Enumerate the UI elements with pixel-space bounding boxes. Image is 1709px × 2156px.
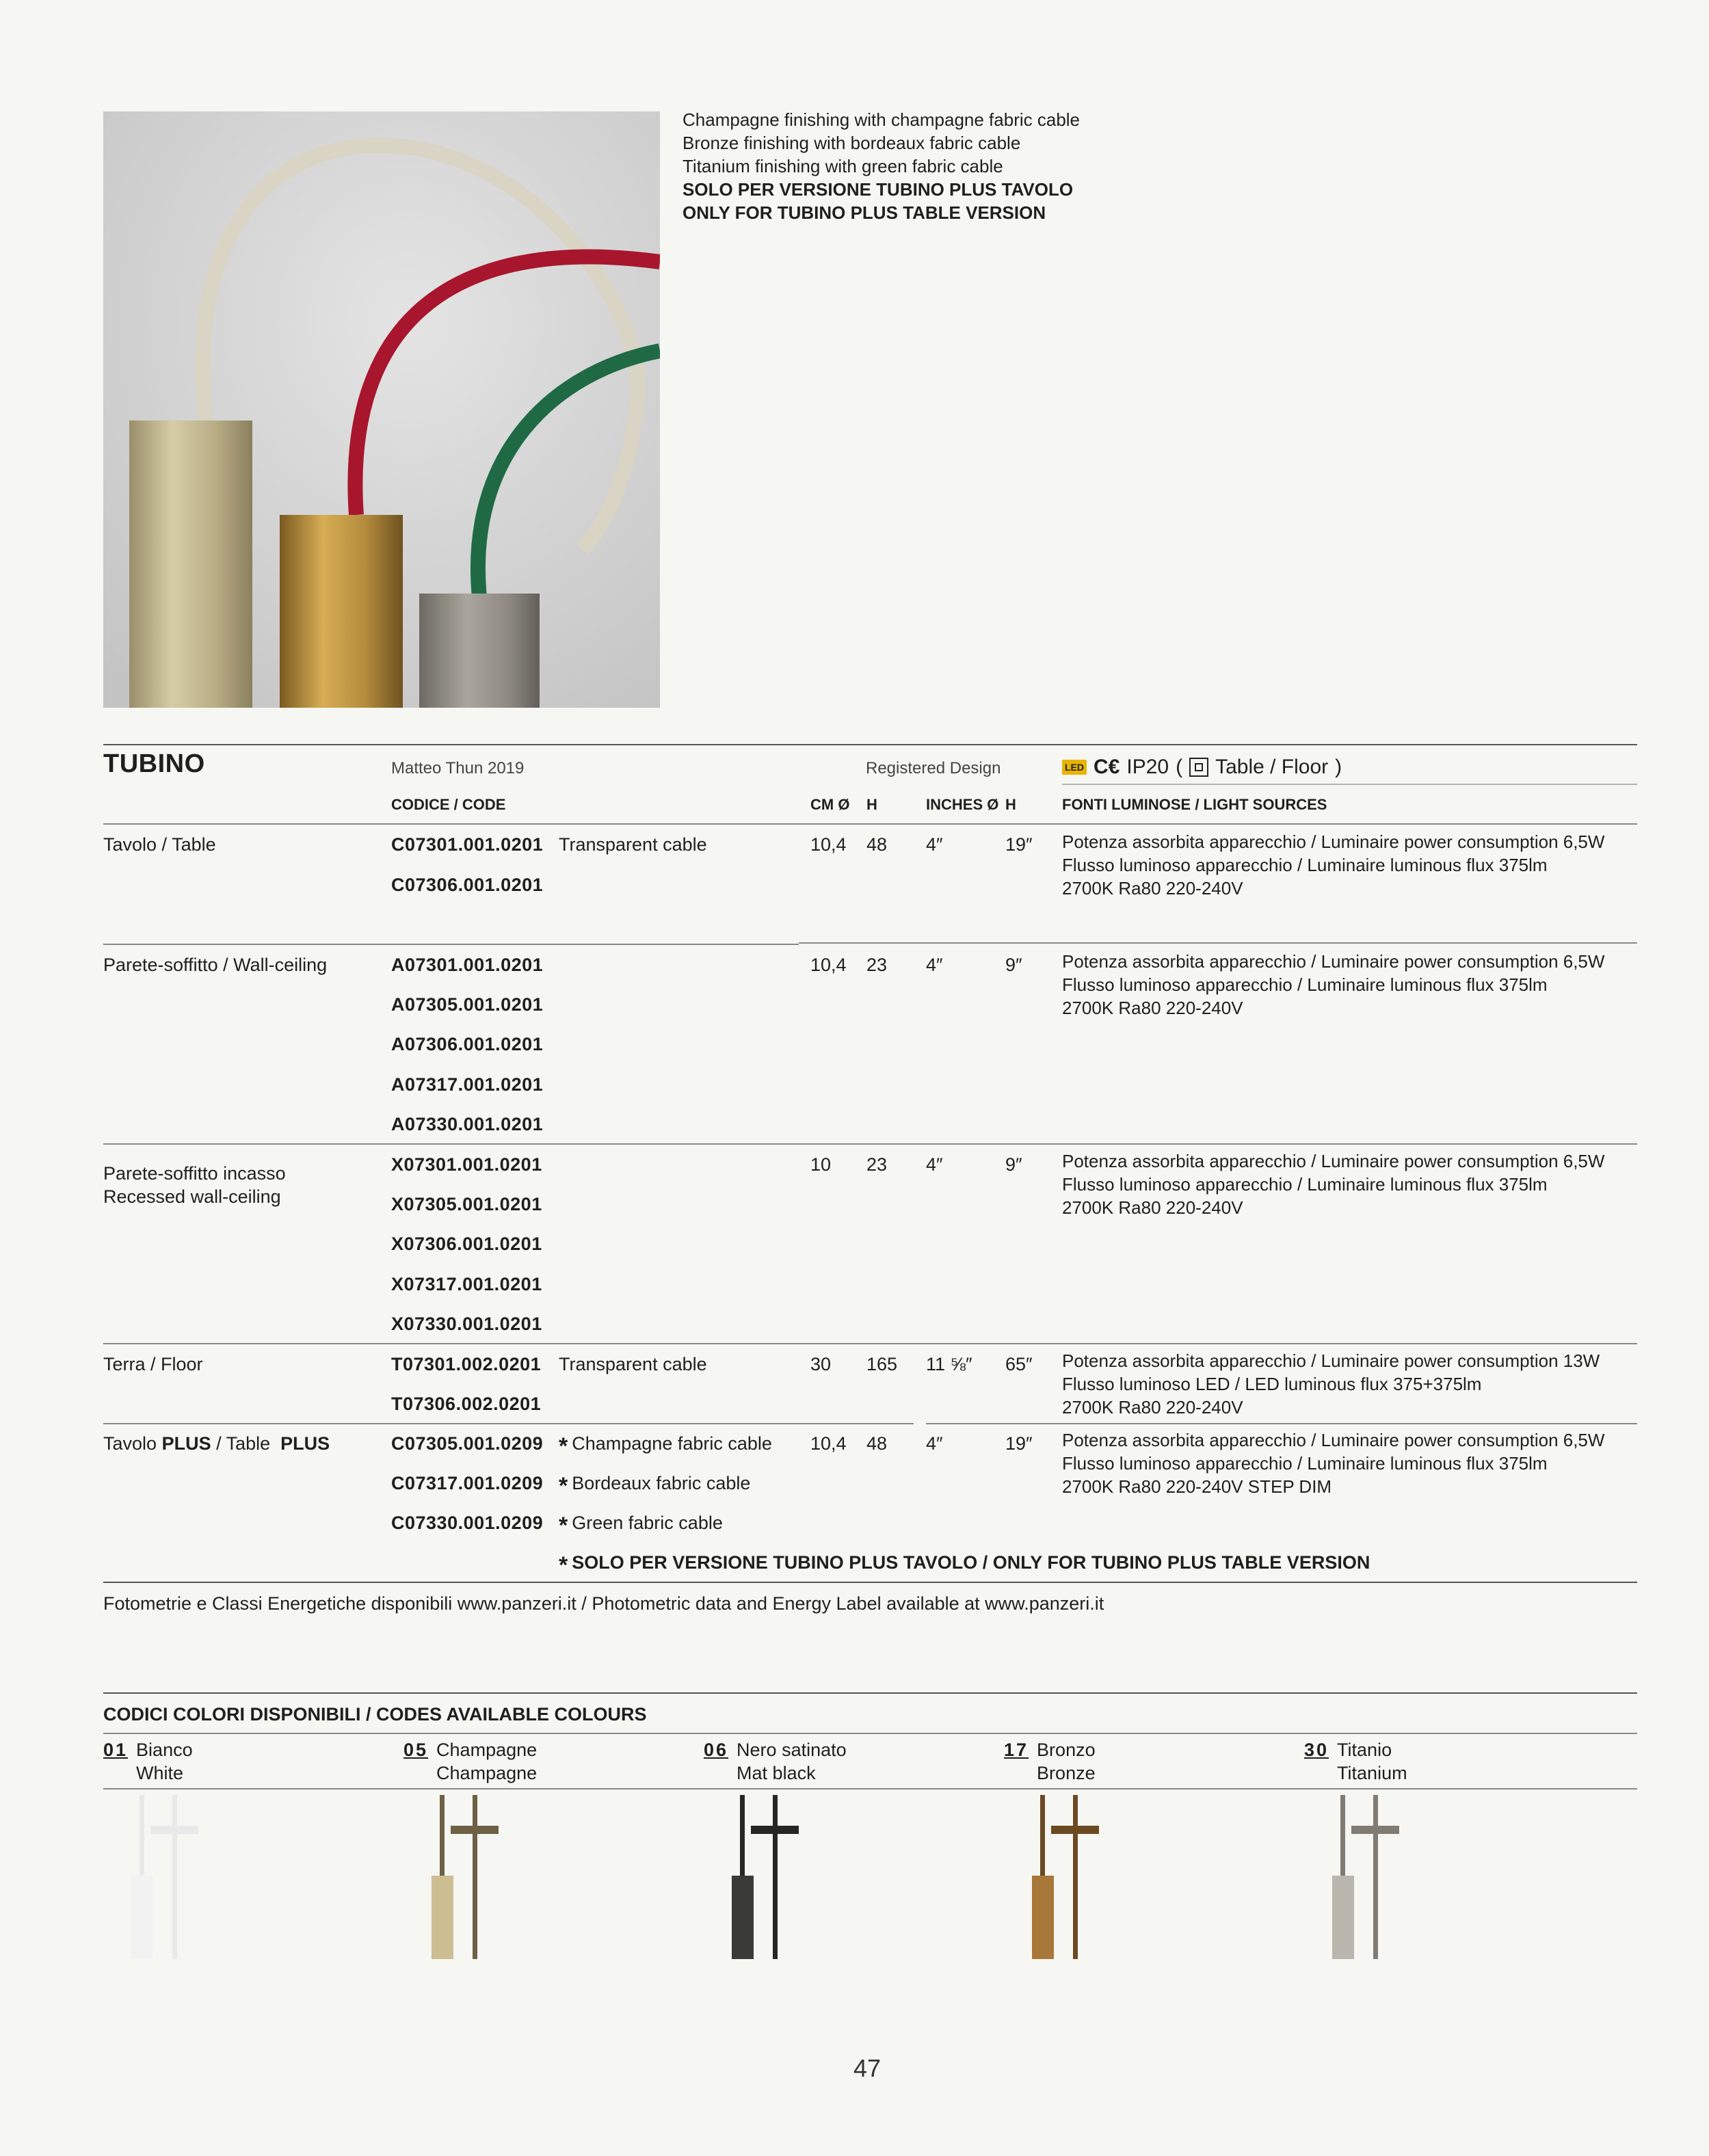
swatch-tube	[732, 1876, 754, 1959]
height-inches: 65″	[1005, 1354, 1033, 1374]
inches-diameter: 4″	[926, 834, 943, 855]
swatch-tube	[1332, 1876, 1354, 1959]
height-inches: 9″	[1005, 1154, 1022, 1175]
col-code: CODICE / CODE	[391, 796, 506, 813]
row-name: Parete-soffitto / Wall-ceiling	[103, 955, 328, 975]
colour-code: 30	[1304, 1740, 1329, 1760]
product-code: C07301.001.0201	[391, 834, 544, 855]
swatch-white	[123, 1795, 205, 1959]
light-source-line: Potenza assorbita apparecchio / Luminaire power consumption 6,5W	[1062, 831, 1605, 852]
cm-diameter: 30	[810, 1354, 832, 1374]
swatch-arm	[451, 1826, 499, 1834]
light-source-line: Flusso luminoso apparecchio / Luminaire luminous flux 375lm	[1062, 974, 1548, 995]
swatch-cable	[1373, 1795, 1378, 1959]
titanium-tube	[419, 594, 540, 708]
inches-diameter: 4″	[926, 1433, 943, 1454]
swatch-arm	[1051, 1826, 1099, 1834]
colour-name-en: Titanium	[1337, 1763, 1407, 1783]
colour-name-it: Bronzo	[1037, 1740, 1096, 1760]
row-separator	[103, 1343, 1637, 1344]
colours-bottom-rule	[103, 1788, 1637, 1789]
col-inches: INCHES Ø	[926, 796, 999, 813]
cm-diameter: 10,4	[810, 834, 847, 855]
usage-type: Table / Floor	[1215, 756, 1329, 778]
light-source-line: 2700K Ra80 220-240V	[1062, 878, 1243, 899]
row-separator	[926, 1423, 1637, 1424]
light-source-line: 2700K Ra80 220-240V	[1062, 1197, 1243, 1218]
row-name: Tavolo / Table	[103, 834, 216, 855]
colour-code: 17	[1004, 1740, 1029, 1760]
colour-name-it: Titanio	[1337, 1740, 1392, 1760]
product-code: A07306.001.0201	[391, 1034, 544, 1054]
col-h-inches: H	[1005, 796, 1016, 813]
product-code: X07330.001.0201	[391, 1314, 542, 1334]
row-name: Terra / Floor	[103, 1354, 203, 1374]
col-h: H	[866, 796, 877, 813]
product-code: X07306.001.0201	[391, 1234, 542, 1254]
class-ii-icon	[1189, 758, 1208, 777]
champagne-tube	[129, 421, 252, 708]
paren-close: )	[1335, 756, 1342, 778]
finish-line: Titanium finishing with green fabric cable	[683, 156, 1003, 176]
row-separator	[799, 942, 1637, 944]
colour-item-bronze	[1004, 1738, 1096, 1785]
product-photo	[103, 111, 660, 708]
code-description	[559, 1511, 723, 1537]
row-name-plus: PLUS	[280, 1433, 330, 1454]
light-source-line: Potenza assorbita apparecchio / Luminaire power consumption 6,5W	[1062, 951, 1605, 972]
colour-code: 05	[403, 1740, 429, 1760]
light-source-line: Flusso luminoso apparecchio / Luminaire luminous flux 375lm	[1062, 1174, 1548, 1195]
code-description	[559, 1432, 772, 1458]
height-cm: 48	[866, 1433, 888, 1454]
colour-item-black	[704, 1738, 847, 1785]
row-separator	[103, 1143, 1637, 1145]
swatch-champagne	[423, 1795, 505, 1959]
inches-diameter: 4″	[926, 1154, 943, 1175]
finish-description	[683, 108, 1080, 224]
product-code: T07306.002.0201	[391, 1394, 542, 1414]
light-source-line: Potenza assorbita apparecchio / Luminaire power consumption 6,5W	[1062, 1430, 1605, 1450]
light-source-line: Flusso luminoso apparecchio / Luminaire luminous flux 375lm	[1062, 855, 1548, 875]
inches-diameter: 11 ⅝″	[926, 1354, 972, 1374]
cable-description: Champagne fabric cable	[572, 1433, 772, 1454]
swatch-tube	[432, 1876, 453, 1959]
swatch-tube	[131, 1876, 153, 1959]
asterisk-icon: *	[559, 1552, 568, 1578]
swatch-cable	[172, 1795, 177, 1959]
height-inches: 19″	[1005, 1433, 1033, 1454]
product-code: A07317.001.0201	[391, 1074, 544, 1095]
colour-item-white	[103, 1738, 193, 1785]
ip-rating: IP20	[1126, 756, 1169, 778]
header-sub-rule	[1062, 784, 1637, 785]
code-description: Transparent cable	[559, 834, 707, 855]
row-name-part: / Table	[211, 1433, 281, 1454]
finish-note: SOLO PER VERSIONE TUBINO PLUS TAVOLO	[683, 179, 1074, 200]
colour-name-en: White	[136, 1763, 184, 1783]
cm-diameter: 10,4	[810, 955, 847, 975]
swatch-tube	[1032, 1876, 1054, 1959]
colour-code: 01	[103, 1740, 129, 1760]
light-source-line: Potenza assorbita apparecchio / Luminaire power consumption 6,5W	[1062, 1151, 1605, 1171]
product-title: TUBINO	[103, 749, 205, 778]
colour-item-titanium	[1304, 1738, 1407, 1785]
row-name: Parete-soffitto incasso	[103, 1163, 286, 1184]
product-code: X07305.001.0201	[391, 1194, 542, 1214]
row-name	[103, 1432, 330, 1455]
bronze-tube	[280, 515, 403, 708]
led-icon: LED	[1062, 760, 1087, 775]
colour-name-en: Mat black	[737, 1763, 816, 1783]
colour-name-it: Nero satinato	[737, 1740, 847, 1760]
product-code: A07301.001.0201	[391, 955, 544, 975]
swatch-arm	[751, 1826, 799, 1834]
col-cm: CM Ø	[810, 796, 850, 813]
ce-mark-icon: C€	[1094, 756, 1120, 778]
light-source-line: Potenza assorbita apparecchio / Luminaire power consumption 13W	[1062, 1350, 1600, 1371]
product-code: C07330.001.0209	[391, 1513, 544, 1533]
cm-diameter: 10,4	[810, 1433, 847, 1454]
product-code: A07330.001.0201	[391, 1114, 544, 1134]
height-inches: 9″	[1005, 955, 1022, 975]
swatch-bronze	[1024, 1795, 1106, 1959]
height-cm: 165	[866, 1354, 898, 1374]
row-name-plus: PLUS	[161, 1433, 211, 1454]
swatch-cable	[773, 1795, 778, 1959]
light-source-line: Flusso luminoso apparecchio / Luminaire luminous flux 375lm	[1062, 1453, 1548, 1474]
light-source-line: 2700K Ra80 220-240V	[1062, 1397, 1243, 1418]
swatch-black	[724, 1795, 806, 1959]
certification-icons	[1062, 756, 1342, 779]
cable-description: Bordeaux fabric cable	[572, 1473, 751, 1493]
light-source-line: 2700K Ra80 220-240V	[1062, 998, 1243, 1018]
row-separator	[103, 1423, 914, 1424]
product-code: C07317.001.0209	[391, 1473, 544, 1493]
colour-code: 06	[704, 1740, 729, 1760]
swatch-cable	[1073, 1795, 1078, 1959]
row-separator	[103, 944, 799, 945]
code-description	[559, 1472, 750, 1498]
swatch-arm	[1351, 1826, 1399, 1834]
row-name-part: Tavolo	[103, 1433, 162, 1454]
height-inches: 19″	[1005, 834, 1033, 855]
asterisk-icon: *	[559, 1473, 568, 1499]
colour-name-en: Bronze	[1037, 1763, 1096, 1783]
product-code: C07305.001.0209	[391, 1433, 544, 1454]
table-bottom-rule	[103, 1582, 1637, 1583]
asterisk-icon: *	[559, 1513, 568, 1539]
height-cm: 48	[866, 834, 888, 855]
header-bottom-rule	[103, 823, 1637, 825]
swatch-cable	[473, 1795, 477, 1959]
finish-note: ONLY FOR TUBINO PLUS TABLE VERSION	[683, 202, 1046, 223]
registered-design: Registered Design	[866, 759, 1001, 777]
height-cm: 23	[866, 955, 888, 975]
colours-title: CODICI COLORI DISPONIBILI / CODES AVAILABLE COLOURS	[103, 1704, 647, 1725]
light-source-line: Flusso luminoso LED / LED luminous flux 375+375lm	[1062, 1374, 1482, 1394]
product-code: X07317.001.0201	[391, 1274, 542, 1294]
code-description: Transparent cable	[559, 1354, 707, 1374]
plus-note-text: SOLO PER VERSIONE TUBINO PLUS TAVOLO / ONLY FOR TUBINO PLUS TABLE VERSION	[572, 1552, 1370, 1573]
colour-name-it: Bianco	[136, 1740, 193, 1760]
cm-diameter: 10	[810, 1154, 832, 1175]
colour-name-en: Champagne	[436, 1763, 538, 1783]
colours-top-rule	[103, 1692, 1637, 1694]
photometric-note: Fotometrie e Classi Energetiche disponibili www.panzeri.it / Photometric data and Energy Label available at www.panzeri.it	[103, 1593, 1104, 1614]
col-light-sources: FONTI LUMINOSE / LIGHT SOURCES	[1062, 796, 1327, 813]
asterisk-icon: *	[559, 1433, 568, 1459]
colour-name-it: Champagne	[436, 1740, 538, 1760]
light-source-line: 2700K Ra80 220-240V STEP DIM	[1062, 1476, 1332, 1497]
inches-diameter: 4″	[926, 955, 943, 975]
colour-item-champagne	[403, 1738, 537, 1785]
paren-open: (	[1176, 756, 1183, 778]
product-code: C07306.001.0201	[391, 875, 544, 895]
finish-line: Champagne finishing with champagne fabric cable	[683, 109, 1081, 130]
finish-line: Bronze finishing with bordeaux fabric cable	[683, 133, 1021, 153]
plus-version-note	[559, 1551, 1370, 1577]
swatch-arm	[150, 1826, 198, 1834]
designer: Matteo Thun 2019	[391, 759, 525, 777]
table-top-rule	[103, 744, 1637, 745]
colours-header-rule	[103, 1733, 1637, 1734]
row-name: Recessed wall-ceiling	[103, 1186, 281, 1207]
swatch-titanium	[1324, 1795, 1406, 1959]
product-code: A07305.001.0201	[391, 994, 544, 1015]
product-code: T07301.002.0201	[391, 1354, 542, 1374]
product-code: X07301.001.0201	[391, 1154, 542, 1175]
cable-description: Green fabric cable	[572, 1513, 723, 1533]
height-cm: 23	[866, 1154, 888, 1175]
page-number: 47	[853, 2054, 882, 2082]
